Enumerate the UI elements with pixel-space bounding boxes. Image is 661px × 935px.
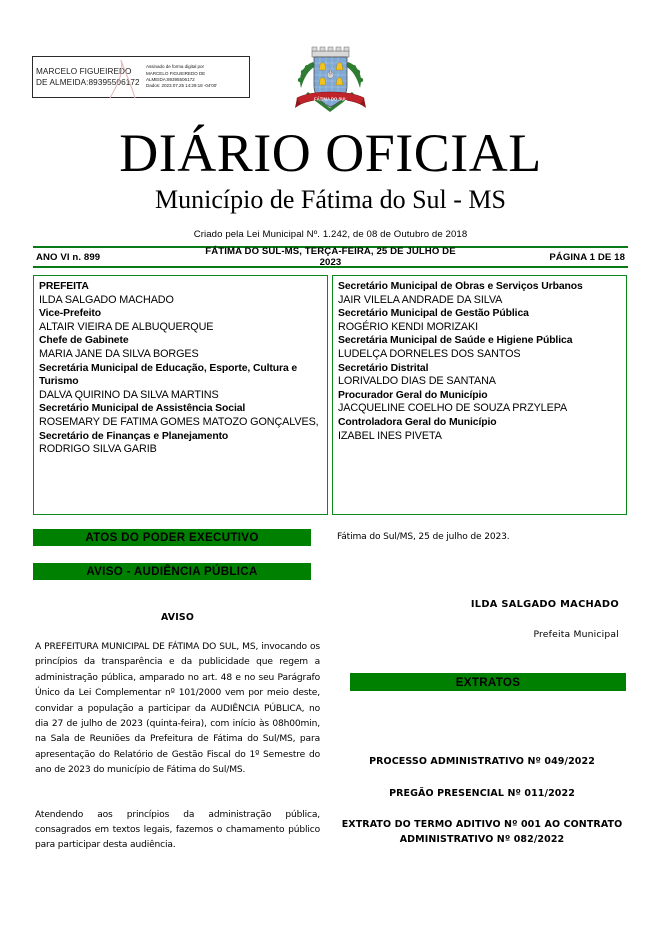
official-name: MARIA JANE DA SILVA BORGES [39,347,199,360]
official-title: Procurador Geral do Município [338,389,488,401]
extracts-list [337,755,627,847]
issue-info-bar [33,246,628,268]
official-title: Secretária Municipal de Saúde e Higiene Pública [338,335,573,347]
signature-column [337,530,627,643]
banner-extratos: EXTRATOS [350,673,626,691]
official-name: ILDA SALGADO MACHADO [39,293,174,306]
notice-date-line: Fátima do Sul/MS, 25 de julho de 2023. [337,532,510,542]
crest-ribbon-text: FÁTIMA DO SUL [314,96,347,102]
official-title: Vice-Prefeito [39,308,102,320]
officials-box-left [33,275,328,515]
signature-detail-line-3: ALMEIDA:89395506172 [145,77,195,82]
signatory-name: ILDA SALGADO MACHADO [470,599,619,610]
issue-year-number: ANO VI n. 899 [36,251,101,263]
page-title: DIÁRIO OFICIAL [119,123,542,183]
signature-detail-line-1: Assinado de forma digital por [145,64,205,70]
official-name: JAIR VILELA ANDRADE DA SILVA [338,293,503,306]
masthead-law-line: Criado pela Lei Municipal Nº. 1.242, de 08 de Outubro de 2018 [193,229,468,240]
signature-block [337,597,627,643]
official-title: PREFEITA [39,281,89,292]
digital-signature-stamp [32,56,250,98]
banner-atos-do-poder-executivo: ATOS DO PODER EXECUTIVO [33,529,311,546]
masthead-subtitle: Município de Fátima do Sul - MS [155,185,506,214]
official-name: ROSEMARY DE FATIMA GOMES MATOZO GONÇALVES, [39,415,319,428]
official-title: Controladora Geral do Município [338,416,497,428]
signature-subject: MARCELO FIGUEIREDO DE ALMEIDA:89395506172 [36,67,140,87]
official-title: Secretário de Finanças e Planejamento [39,430,229,442]
issue-page-number: PÁGINA 1 DE 18 [549,251,625,263]
signatory-role: Prefeita Municipal [533,629,619,640]
official-name: ALTAIR VIEIRA DE ALBUQUERQUE [39,320,214,333]
issue-place-date: FÁTIMA DO SUL-MS, TERÇA-FEIRA, 25 DE JULHO DE 2023 [205,246,456,268]
extract-item: EXTRATO DO TERMO ADITIVO Nº 001 AO CONTRATO ADMINISTRATIVO Nº 082/2022 [341,819,623,845]
official-name: RODRIGO SILVA GARIB [39,443,157,456]
official-title: Secretário Distrital [338,362,429,374]
official-title: Secretário Municipal de Gestão Pública [338,308,529,320]
signature-details [143,64,249,90]
banner-aviso-audiencia-publica: AVISO - AUDIÊNCIA PÚBLICA [33,563,311,580]
official-title: Secretária Municipal de Educação, Esporte, Cultura e Turismo [39,362,298,388]
notice-paragraph-2: Atendendo aos princípios da administração pública, consagrados em textos legais, fazemos o chamamento público para participar desta audiência. [35,809,320,851]
official-name: JACQUELINE COELHO DE SOUZA PRZYLEPA [338,402,568,415]
officials-section [33,275,628,515]
official-name: ROGÉRIO KENDI MORIZAKI [338,320,478,333]
signature-detail-line-4: Dados: 2023.07.25 14:29:18 -04'00' [145,83,218,89]
extract-item: PREGÃO PRESENCIAL Nº 011/2022 [389,787,575,799]
notice-paragraph-1: A PREFEITURA MUNICIPAL DE FÁTIMA DO SUL, MS, invocando os princípios da transparência e da publicidade que regem a administração pública, amparado no art. 48 e no seu Parágrafo Único da Lei Complementar nº 101/2000 vem por meio deste, convidar a população a participar da AUDIÊNCIA PÚBLICA, no dia 27 de julho de 2023 (quinta-feira), com início às 08h00min, na Sala de Reuniões da Prefeitura de Fátima do Sul/MS, para apresentação do Relatório de Gestão Fiscal do 1º Semestre do ano de 2023 do município de Fátima do Sul/MS. [35,642,320,776]
masthead [0,124,661,242]
extract-item: PROCESSO ADMINISTRATIVO Nº 049/2022 [369,756,595,767]
official-name: LORIVALDO DIAS DE SANTANA [338,375,496,388]
official-name: LUDELÇA DORNELES DOS SANTOS [338,347,521,360]
official-name: IZABEL INES PIVETA [338,429,442,442]
signature-detail-line-2: MARCELO FIGUEIREDO DE [145,70,206,76]
official-title: Secretário Municipal de Assistência Social [39,403,246,415]
paragraph-spacer [35,779,320,808]
official-title: Secretário Municipal de Obras e Serviços Urbanos [338,281,583,292]
coat-of-arms-icon [292,42,369,126]
notice-column [35,612,320,854]
officials-box-right [332,275,627,515]
notice-heading: AVISO [160,612,195,623]
official-name: DALVA QUIRINO DA SILVA MARTINS [39,388,219,401]
official-title: Chefe de Gabinete [39,335,129,347]
